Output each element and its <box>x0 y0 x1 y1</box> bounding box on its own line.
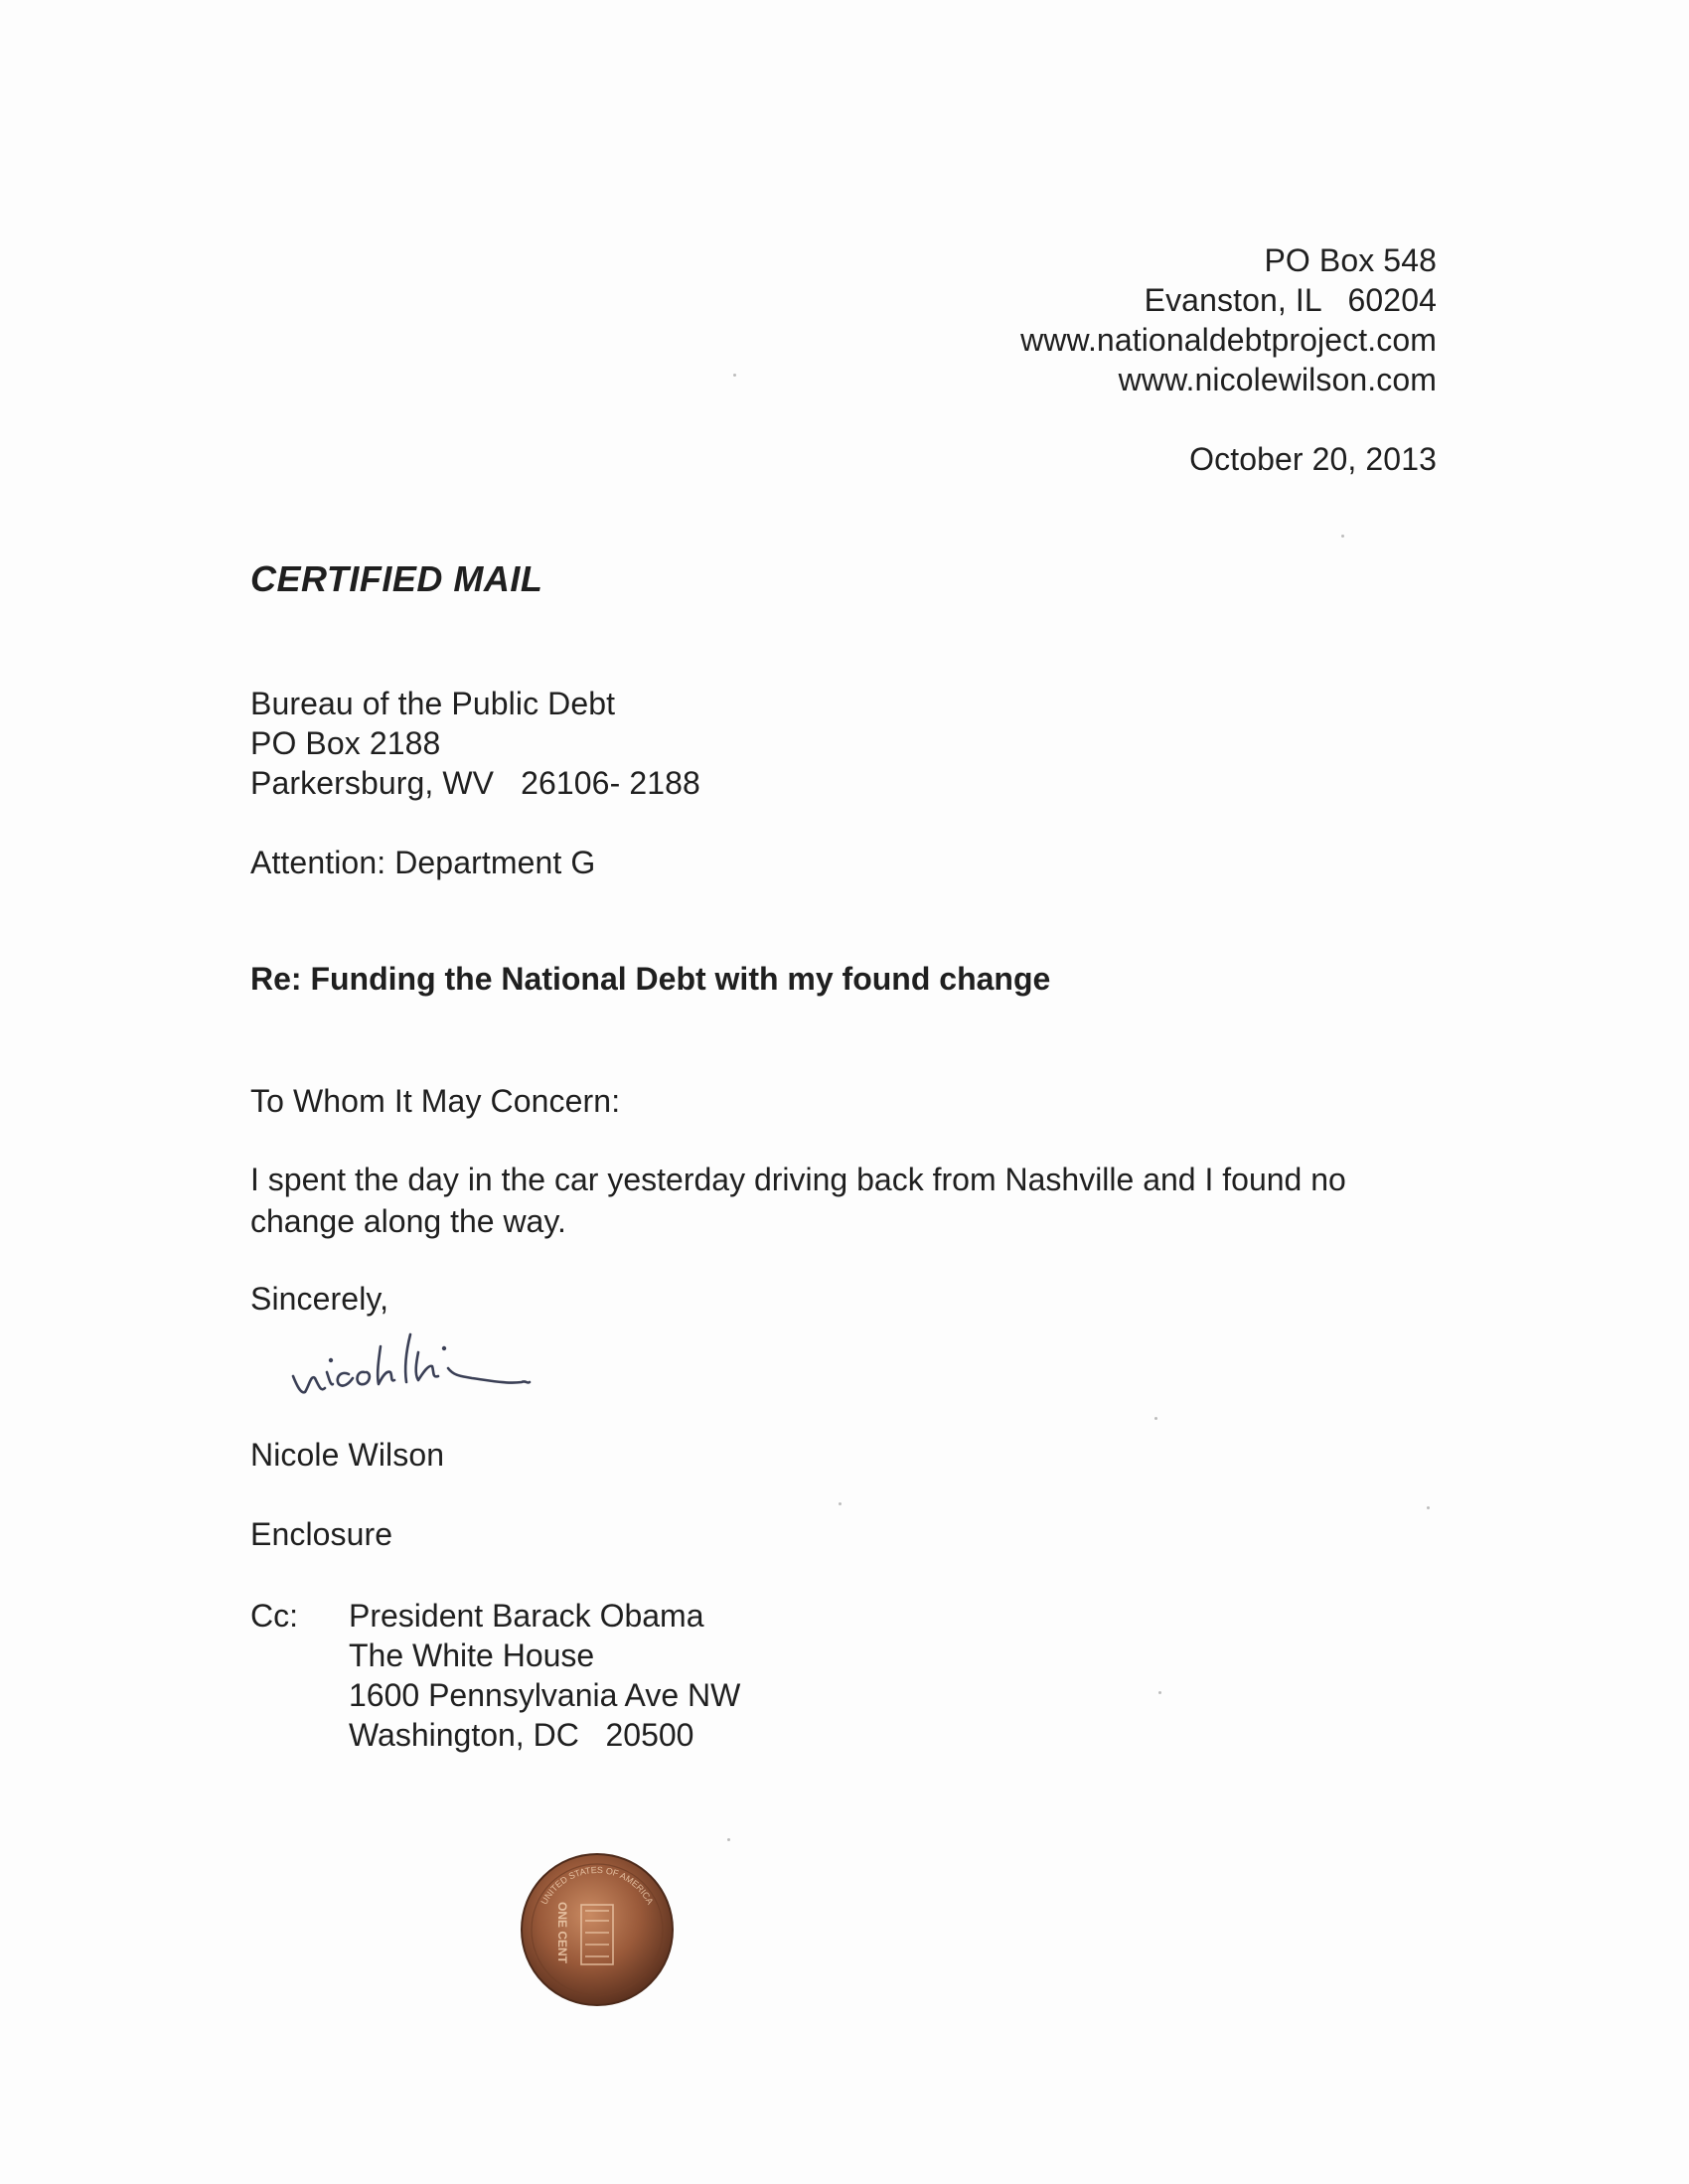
attention-line: Attention: Department G <box>250 845 596 880</box>
scan-speck <box>839 1502 842 1505</box>
handwritten-signature <box>283 1317 631 1406</box>
penny-coin-image <box>519 1851 676 2008</box>
svg-text:UNITED STATES OF AMERICA: UNITED STATES OF AMERICA <box>538 1864 656 1907</box>
closing: Sincerely, <box>250 1281 389 1317</box>
scan-speck <box>1341 535 1344 538</box>
certified-mail-heading: CERTIFIED MAIL <box>250 558 543 599</box>
svg-text:ONE CENT: ONE CENT <box>555 1901 569 1964</box>
sender-website-2: www.nicolewilson.com <box>1118 362 1437 397</box>
salutation: To Whom It May Concern: <box>250 1083 621 1119</box>
recipient-name: Bureau of the Public Debt <box>250 686 616 721</box>
cc-line-1: President Barack Obama <box>349 1598 704 1634</box>
cc-label: Cc: <box>250 1598 298 1634</box>
sender-website-1: www.nationaldebtproject.com <box>1020 322 1437 358</box>
sender-po-box: PO Box 548 <box>1264 242 1437 278</box>
scan-speck <box>727 1838 730 1841</box>
body-paragraph: I spent the day in the car yesterday driving back from Nashville and I found no change along the way. <box>250 1162 1346 1239</box>
signature-name: Nicole Wilson <box>250 1437 445 1473</box>
scan-speck <box>1427 1506 1430 1509</box>
sender-city: Evanston, IL 60204 <box>1144 282 1437 318</box>
recipient-po-box: PO Box 2188 <box>250 725 441 761</box>
cc-line-2: The White House <box>349 1638 595 1673</box>
scan-speck <box>1158 1691 1161 1694</box>
cc-line-3: 1600 Pennsylvania Ave NW <box>349 1677 741 1713</box>
enclosure-note: Enclosure <box>250 1516 393 1552</box>
subject-line: Re: Funding the National Debt with my found change <box>250 961 1051 997</box>
letter-date: October 20, 2013 <box>1189 441 1437 477</box>
scan-speck <box>733 374 736 377</box>
recipient-city: Parkersburg, WV 26106- 2188 <box>250 765 700 801</box>
cc-address <box>349 1596 740 1755</box>
cc-line-4: Washington, DC 20500 <box>349 1717 694 1753</box>
scan-speck <box>1154 1417 1157 1420</box>
